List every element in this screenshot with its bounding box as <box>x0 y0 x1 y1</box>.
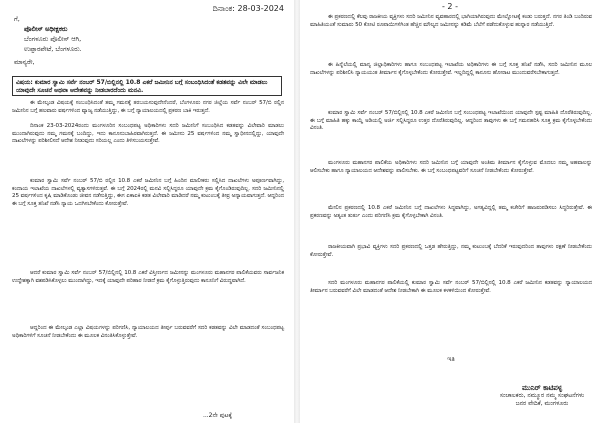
salutation: ಮಾನ್ಯರೇ, <box>14 58 35 66</box>
closing-word: ಇತಿ <box>447 355 455 363</box>
addressee-line: ಪೊಲೀಸ್ ಅಧೀಕ್ಷಕರು <box>24 25 68 33</box>
body-paragraph: ಮೇಲಿನ ಪ್ರಕರಣದಲ್ಲಿ 10.8 ಎಕರೆ ಜಮೀನಿನ ಬಗ್ಗೆ ದಾಖಲೆಗಳು ಸಿದ್ಧವಾಗಿದ್ದು, ಅಗತ್ಯವಿದ್ದಲ್ಲಿ ತಮ್ಮ ಕಚೇರಿಗೆ ಹಾಜರುಪಡಿಸಲು ಸಿದ್ಧರಿರುತ್ತೇವೆ. ಈ ಪ್ರಕರಣವನ್ನು ಅತ್ಯಂತ ತುರ್ತು ಎಂದು ಪರಿಗಣಿಸಿ ಕ್ರಮ ಕೈಗೊಳ್ಳಬೇಕಾಗಿ ವಿನಂತಿ. <box>310 205 592 219</box>
addressee-line: ಬೆಂಗಳೂರು ಪೊಲೀಸ್ ಆಗಿ, <box>24 35 82 43</box>
signature-block <box>492 384 592 408</box>
letter-page-2 <box>302 0 600 423</box>
page-number: - 2 - <box>442 2 458 11</box>
subject-line: ವಿಷಯ: ಕುಮಾರ ಸ್ವಾಮಿ ಸರ್ವೆ ನಂಬರ್ 57/ಬಿಲ್ಲಿನಲ್ಲಿ 10.8 ಎಕರೆ ಜಮೀನಿನ ಬಗ್ಗೆ ಸಂಬಂಧಿಸಿದಂತೆ ಕಡತವನ್ನು ವಿಲೇ ಮಾಡಲು ಯಾವುದೇ ಸೂಚನೆ ಅಥವಾ ಆದೇಶವನ್ನು ನೀಡಬಾರದೆಂದು ಮನವಿ. <box>16 79 268 94</box>
page-continuation: ...2ನೇ ಪುಟಕ್ಕೆ <box>202 412 232 419</box>
letter-date: ದಿನಾಂಕ: 28-03-2024 <box>212 4 284 13</box>
letter-page-1 <box>0 0 292 423</box>
body-paragraph: ದಿನಾಂಕ 23-03-2024ರಂದು ಮಂಗಳೂರಿನ ಸಂಬಂಧಪಟ್ಟ ಅಧಿಕಾರಿಗಳು ಸದರಿ ಜಮೀನಿಗೆ ಸಂಬಂಧಿಸಿದ ಕಡತವನ್ನು ವಿಲೇವಾರಿ ಮಾಡಲು ಮುಂದಾಗಿರುವುದು ನಮ್ಮ ಗಮನಕ್ಕೆ ಬಂದಿದ್ದು, ಇದು ಕಾನೂನುಬಾಹಿರವಾಗಿರುತ್ತದೆ. ಈ ಜಮೀನು 25 ವರ್ಷಗಳಿಂದ ನಮ್ಮ ಸ್ವಾಧೀನದಲ್ಲಿದ್ದು, ಯಾವುದೇ ದಾಖಲೆಗಳನ್ನು ಪರಿಶೀಲಿಸದೆ ಆದೇಶ ನೀಡುವುದು ಸರಿಯಲ್ಲ ಎಂದು ತಿಳಿಸಬಯಸುತ್ತೇವೆ. <box>12 123 284 145</box>
body-paragraph: ಆದ್ದರಿಂದ ಈ ಮೇಲ್ಕಂಡ ಎಲ್ಲಾ ವಿಷಯಗಳನ್ನು ಪರಿಗಣಿಸಿ, ನ್ಯಾಯಾಲಯದ ತೀರ್ಪು ಬರುವವರೆಗೆ ಸದರಿ ಕಡತವನ್ನು ವಿಲೇ ಮಾಡದಂತೆ ಸಂಬಂಧಪಟ್ಟ ಅಧಿಕಾರಿಗಳಿಗೆ ಸೂಚನೆ ನೀಡಬೇಕೆಂದು ಈ ಮೂಲಕ ವಿನಂತಿಸಿಕೊಳ್ಳುತ್ತೇವೆ. <box>12 325 284 339</box>
body-paragraph: ಈ ಪ್ರಕರಣದಲ್ಲಿ ಕೆಲವು ರಾಜಕೀಯ ವ್ಯಕ್ತಿಗಳು ಸದರಿ ಜಮೀನಿನ ವ್ಯವಹಾರದಲ್ಲಿ ಭಾಗಿಯಾಗಿರುವುದು ಮೇಲ್ನೋಟಕ್ಕೆ ಕಂಡು ಬರುತ್ತದೆ. ನಗರ ತಿಂಡಿ ಬಂದಿರುವ ಮಾಹಿತಿಯಂತೆ ಸುಮಾರು 50 ಕೋಟಿ ರೂಪಾಯಿಗಳಿಗಿಂತ ಹೆಚ್ಚಿನ ಮೌಲ್ಯದ ಜಮೀನನ್ನು ಕಡಿಮೆ ಬೆಲೆಗೆ ಪಡೆದುಕೊಳ್ಳುವ ಹುನ್ನಾರ ನಡೆಯುತ್ತಿದೆ. <box>310 14 592 28</box>
body-paragraph: ರಾಜಕೀಯವಾಗಿ ಪ್ರಭಾವಿ ವ್ಯಕ್ತಿಗಳು ಸದರಿ ಪ್ರಕರಣದಲ್ಲಿ ಒತ್ತಡ ಹೇರುತ್ತಿದ್ದು, ನಮ್ಮ ಕುಟುಂಬಕ್ಕೆ ಬೆದರಿಕೆ ಇರುವುದರಿಂದ ತಾವುಗಳು ರಕ್ಷಣೆ ನೀಡಬೇಕೆಂದು ಕೋರುತ್ತೇವೆ. <box>310 244 592 258</box>
addressee-block <box>14 14 82 54</box>
body-paragraph: ಈ ಮೇಲ್ಕಂಡ ವಿಷಯಕ್ಕೆ ಸಂಬಂಧಿಸಿದಂತೆ ತಮ್ಮ ಗಮನಕ್ಕೆ ತರಬಯಸುವುದೇನೆಂದರೆ, ಬೆಂಗಳೂರು ನಗರ ಜಿಲ್ಲೆಯ ಸರ್ವೆ ನಂಬರ್ 57/ಬಿ ರಲ್ಲಿನ ಜಮೀನಿನ ಬಗ್ಗೆ ಹಲವಾರು ವರ್ಷಗಳಿಂದ ವ್ಯಾಜ್ಯ ನಡೆಯುತ್ತಿದ್ದು, ಈ ಬಗ್ಗೆ ನ್ಯಾಯಾಲಯದಲ್ಲಿ ಪ್ರಕರಣ ಬಾಕಿ ಇರುತ್ತದೆ. <box>12 100 284 114</box>
signatory-name: ಮುನಿರ್ ಕಾಟಿಪಳ್ಳ <box>521 384 563 392</box>
body-paragraph: ಆದರೆ ಕುಮಾರ ಸ್ವಾಮಿ ಸರ್ವೆ ನಂಬರ್ 57/ಬಿಲ್ಲಿನಲ್ಲಿ 10.8 ಎಕರೆ ವಿಸ್ತೀರ್ಣದ ಜಮೀನನ್ನು ಮಂಗಳೂರು ಮಹಾನಗರ ಪಾಲಿಕೆಯವರು ಸಾರ್ವಜನಿಕ ಉದ್ದೇಶಕ್ಕಾಗಿ ವಶಪಡಿಸಿಕೊಳ್ಳಲು ಮುಂದಾಗಿದ್ದು, ಇದಕ್ಕೆ ಯಾವುದೇ ಪರಿಹಾರ ನೀಡದೆ ಕ್ರಮ ಕೈಗೊಳ್ಳುತ್ತಿರುವುದು ಕಾನೂನಿಗೆ ವಿರುದ್ಧವಾಗಿದೆ. <box>12 270 284 284</box>
signatory-title: ಸಂಚಾಲಕರು, ನಮ್ಮೂರ ನಮ್ಮ ಸಂಘಟನೆಗಳು <box>499 392 585 399</box>
body-paragraph: ಮಂಗಳೂರು ಮಹಾನಗರ ಪಾಲಿಕೆಯ ಅಧಿಕಾರಿಗಳು ಸದರಿ ಜಮೀನಿನ ಬಗ್ಗೆ ಯಾವುದೇ ಅಂತಿಮ ತೀರ್ಮಾನ ಕೈಗೊಳ್ಳುವ ಮೊದಲು ನಮ್ಮ ಅಹವಾಲನ್ನು ಆಲಿಸಬೇಕು ಹಾಗೂ ನ್ಯಾಯಾಲಯದ ಆದೇಶವನ್ನು ಪಾಲಿಸಬೇಕು. ಈ ಬಗ್ಗೆ ಸಂಬಂಧಪಟ್ಟವರಿಗೆ ಸೂಚನೆ ನೀಡಬೇಕೆಂದು ಕೋರುತ್ತೇವೆ. <box>310 160 592 174</box>
body-paragraph: ಈ ಹಿನ್ನೆಲೆಯಲ್ಲಿ ಮಾನ್ಯ ಜಿಲ್ಲಾಧಿಕಾರಿಗಳು ಹಾಗೂ ಸಂಬಂಧಪಟ್ಟ ಇಲಾಖೆಯ ಅಧಿಕಾರಿಗಳು ಈ ಬಗ್ಗೆ ಸೂಕ್ತ ತನಿಖೆ ನಡೆಸಿ, ಸದರಿ ಜಮೀನಿನ ಮೂಲ ದಾಖಲೆಗಳನ್ನು ಪರಿಶೀಲಿಸಿ ನ್ಯಾಯಯುತ ತೀರ್ಮಾನ ಕೈಗೊಳ್ಳಬೇಕೆಂದು ಕೋರುತ್ತೇವೆ. ಇಲ್ಲದಿದ್ದಲ್ಲಿ ಕಾನೂನು ಹೋರಾಟ ಮುಂದುವರೆಸಬೇಕಾಗುತ್ತದೆ. <box>310 62 592 76</box>
body-paragraph: ಕುಮಾರ ಸ್ವಾಮಿ ಸರ್ವೆ ನಂಬರ್ 57/ಬಿ ರಲ್ಲಿನ 10.8 ಎಕರೆ ಜಮೀನಿನ ಬಗ್ಗೆ ಹಿಂದಿನ ಮಾಲೀಕರು ಸಲ್ಲಿಸಿದ ದಾಖಲೆಗಳು ಅಪೂರ್ಣವಾಗಿದ್ದು, ಕಂದಾಯ ಇಲಾಖೆಯ ದಾಖಲೆಗಳಲ್ಲಿ ವ್ಯತ್ಯಾಸಗಳಿರುತ್ತವೆ. ಈ ಬಗ್ಗೆ 2024ರಲ್ಲಿ ಮನವಿ ಸಲ್ಲಿಸಿದ್ದರೂ ಯಾವುದೇ ಕ್ರಮ ಕೈಗೊಂಡಿರುವುದಿಲ್ಲ. ಸದರಿ ಜಮೀನಿನಲ್ಲಿ 25 ವರ್ಷಗಳಿಂದ ಕೃಷಿ ಮಾಡಿಕೊಂಡು ಜೀವನ ನಡೆಸುತ್ತಿದ್ದು, ಈಗ ಏಕಾಏಕಿ ಕಡತ ವಿಲೇವಾರಿ ಮಾಡಿದರೆ ನಮ್ಮ ಕುಟುಂಬಕ್ಕೆ ತೀವ್ರ ಅನ್ಯಾಯವಾಗುತ್ತದೆ. ಆದ್ದರಿಂದ ಈ ಬಗ್ಗೆ ಸೂಕ್ತ ತನಿಖೆ ನಡೆಸಿ ನ್ಯಾಯ ಒದಗಿಸಬೇಕೆಂದು ಕೋರುತ್ತೇವೆ. <box>12 178 284 207</box>
page-gutter <box>294 0 300 423</box>
addressee-line: ಉಪ್ಪಾರಪೇಟೆ, ಬೆಂಗಳೂರು. <box>24 45 82 53</box>
signatory-place: ಜನರ ವೇದಿಕೆ, ಮಂಗಳೂರು <box>515 400 569 407</box>
addressee-line: ಗೆ, <box>14 15 20 23</box>
body-paragraph: ಸದರಿ ಮಂಗಳೂರು ಮಹಾನಗರ ಪಾಲಿಕೆಯಲ್ಲಿ ಕುಮಾರ ಸ್ವಾಮಿ ಸರ್ವೆ ನಂಬರ್ 57/ಬಿಲ್ಲಿನಲ್ಲಿ 10.8 ಎಕರೆ ಜಮೀನಿನ ಕಡತವನ್ನು ನ್ಯಾಯಾಲಯದ ತೀರ್ಮಾನ ಬರುವವರೆಗೆ ವಿಲೇ ಮಾಡದಂತೆ ಆದೇಶ ನೀಡಬೇಕಾಗಿ ಈ ಮೂಲಕ ಕಳಕಳಿಯಿಂದ ಕೋರುತ್ತೇವೆ. <box>310 280 592 294</box>
body-paragraph: ಕುಮಾರ ಸ್ವಾಮಿ ಸರ್ವೆ ನಂಬರ್ 57/ಬಿಲ್ಲಿನಲ್ಲಿ 10.8 ಎಕರೆ ಜಮೀನಿನ ಬಗ್ಗೆ ಸಂಬಂಧಪಟ್ಟ ಇಲಾಖೆಯಿಂದ ಯಾವುದೇ ಸ್ಪಷ್ಟ ಮಾಹಿತಿ ದೊರೆತಿರುವುದಿಲ್ಲ. ಈ ಬಗ್ಗೆ ಮಾಹಿತಿ ಹಕ್ಕು ಕಾಯ್ದೆ ಅಡಿಯಲ್ಲಿ ಅರ್ಜಿ ಸಲ್ಲಿಸಿದ್ದರೂ ಉತ್ತರ ದೊರೆತಿರುವುದಿಲ್ಲ. ಆದ್ದರಿಂದ ತಾವುಗಳು ಈ ಬಗ್ಗೆ ಗಮನಹರಿಸಿ ಸೂಕ್ತ ಕ್ರಮ ಕೈಗೊಳ್ಳಬೇಕೆಂದು ವಿನಂತಿ. <box>310 110 592 132</box>
